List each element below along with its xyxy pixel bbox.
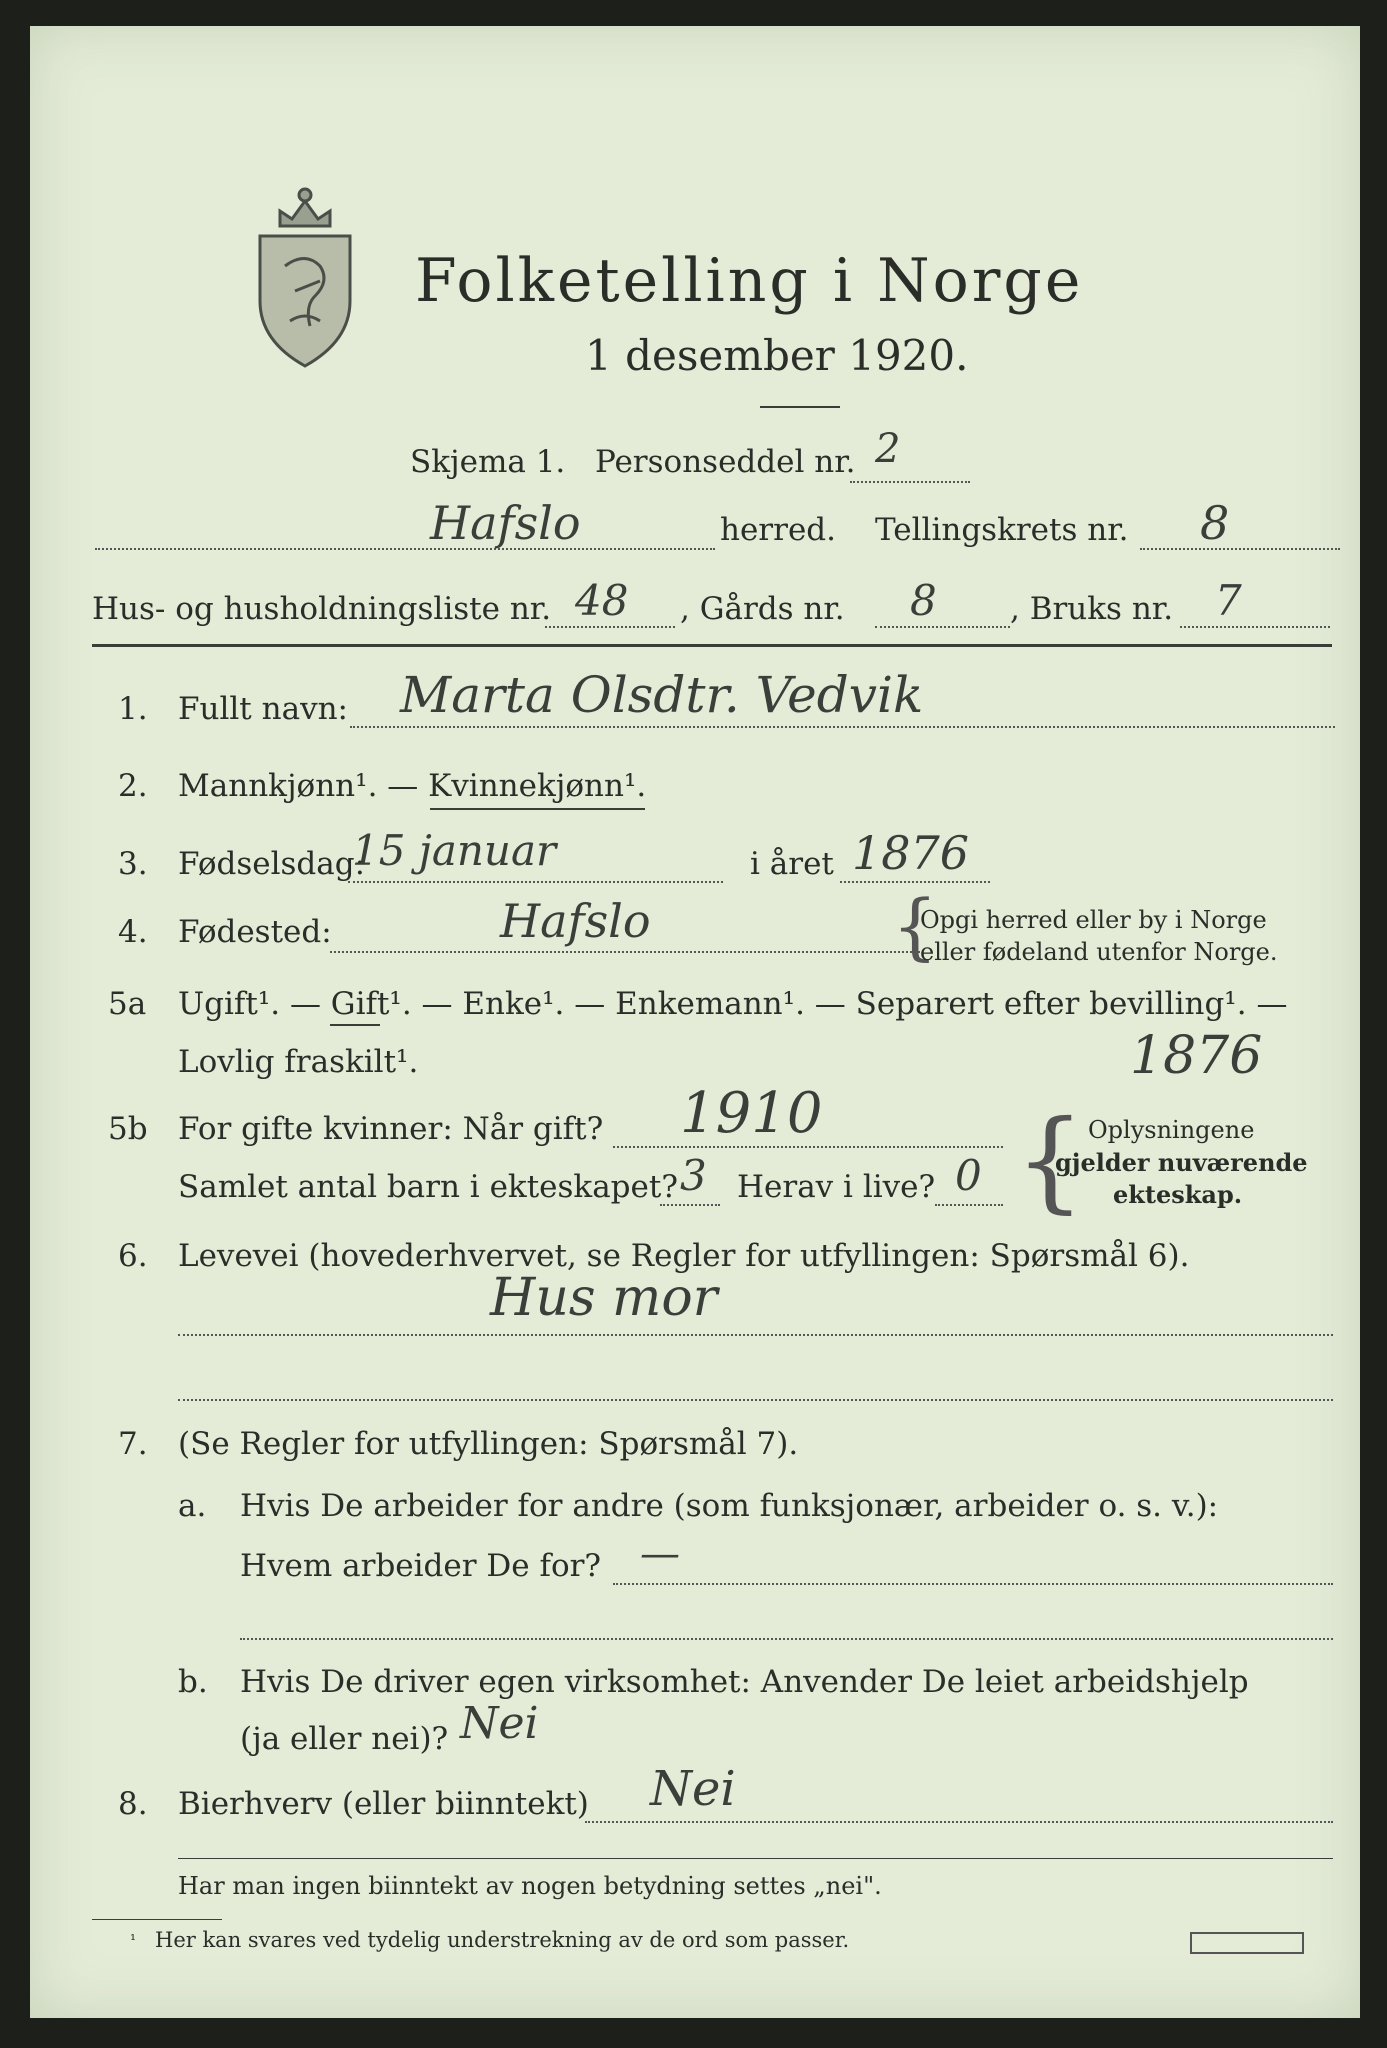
q5b-label2: Samlet antal barn i ekteskapet?: [178, 1169, 678, 1205]
bruks-line: [1180, 626, 1330, 628]
q7-number: 7.: [118, 1426, 148, 1462]
q4-note-line2: eller fødeland utenfor Norge.: [920, 938, 1278, 966]
q5b-note-line1: Oplysningene: [1088, 1116, 1255, 1144]
q3-number: 3.: [118, 846, 148, 882]
q6-line1: [178, 1334, 1333, 1336]
q6-number: 6.: [118, 1238, 148, 1274]
q7b-line1: Hvis De driver egen virksomhet: Anvender De leiet arbeidshjelp: [240, 1664, 1249, 1700]
q7a-answer-line: [613, 1583, 1333, 1585]
q5b-label1: For gifte kvinner: Når gift?: [178, 1111, 604, 1147]
q3-day-line: [348, 881, 723, 883]
q5b-number: 5b: [108, 1111, 148, 1147]
q4-line: [330, 951, 920, 953]
herred-line: [95, 548, 715, 550]
q4-note-line1: Opgi herred eller by i Norge: [920, 906, 1267, 934]
q3-label: Fødselsdag:: [178, 846, 366, 882]
q4-brace: {: [892, 884, 938, 968]
q5b-note-line2: gjelder nuværende: [1055, 1148, 1308, 1177]
gards-line: [875, 626, 1010, 628]
q6-line2: [178, 1399, 1333, 1401]
husliste-line: [545, 626, 675, 628]
bruks-label: , Bruks nr.: [1010, 591, 1174, 627]
personseddel-label: Personseddel nr.: [595, 444, 856, 480]
personseddel-line: [850, 481, 970, 483]
skjema-label: Skjema 1.: [410, 444, 566, 480]
q7b-line2: (ja eller nei)?: [240, 1721, 449, 1757]
footer-rule: [178, 1858, 1333, 1859]
tellingskrets-label: Tellingskrets nr.: [875, 512, 1129, 548]
husliste-label: Hus- og husholdningsliste nr.: [92, 591, 552, 627]
q5a-margin-note: 1876: [1130, 1026, 1263, 1086]
q4-number: 4.: [118, 914, 148, 950]
q5a-line2: Lovlig fraskilt¹.: [178, 1044, 419, 1080]
q7b-value: Nei: [460, 1698, 539, 1749]
footnote-text: Her kan svares ved tydelig understrekning av de ord som passer.: [155, 1928, 850, 1952]
q5b-alive-value: 0: [955, 1151, 982, 1200]
gards-label: , Gårds nr.: [680, 591, 845, 627]
q4-value: Hafslo: [500, 894, 651, 948]
q7b-number: b.: [178, 1664, 208, 1700]
q5b-children-value: 3: [680, 1151, 707, 1200]
printer-stamp: [1190, 1932, 1304, 1954]
q3-year-label: i året: [750, 846, 834, 882]
q8-label: Bierhverv (eller biinntekt): [178, 1786, 589, 1822]
q1-value: Marta Olsdtr. Vedvik: [400, 666, 924, 724]
q5b-married-line: [613, 1146, 1003, 1148]
q7a-line2: Hvem arbeider De for?: [240, 1548, 602, 1584]
title-divider: [760, 406, 840, 408]
q7a-line1: Hvis De arbeider for andre (som funksjonær, arbeider o. s. v.):: [240, 1488, 1219, 1524]
q3-year-value: 1876: [852, 826, 970, 880]
q5b-brace: {: [1015, 1096, 1085, 1224]
form-date: 1 desember 1920.: [585, 331, 969, 380]
tellingskrets-value: 8: [1200, 496, 1230, 550]
q2-number: 2.: [118, 768, 148, 804]
q7-label: (Se Regler for utfyllingen: Spørsmål 7).: [178, 1426, 799, 1462]
footer-note: Har man ingen biinntekt av nogen betydning settes „nei".: [178, 1872, 882, 1900]
q5a-gift-underline: [330, 1024, 380, 1026]
q1-number: 1.: [118, 691, 148, 727]
q1-label: Fullt navn:: [178, 691, 348, 727]
q3-year-line: [840, 881, 990, 883]
q5b-label3: Herav i live?: [737, 1169, 936, 1205]
husliste-value: 48: [575, 576, 629, 625]
q8-value: Nei: [650, 1761, 736, 1817]
q8-line: [585, 1821, 1333, 1823]
header-rule: [92, 644, 1332, 647]
herred-value: Hafslo: [430, 496, 581, 550]
footnote-rule: [92, 1919, 222, 1920]
q3-day-value: 15 januar: [352, 826, 557, 875]
q5b-note-line3: ekteskap.: [1113, 1180, 1243, 1209]
q7a-extra-line: [240, 1638, 1333, 1640]
q6-label: Levevei (hovederhvervet, se Regler for utfyllingen: Spørsmål 6).: [178, 1238, 1190, 1274]
tellingskrets-line: [1140, 548, 1340, 550]
q5b-alive-line: [935, 1204, 1003, 1206]
q7a-number: a.: [178, 1488, 207, 1524]
bruks-value: 7: [1215, 576, 1242, 625]
personseddel-value: 2: [875, 426, 901, 472]
herred-label: herred.: [720, 512, 836, 548]
q5b-married-value: 1910: [680, 1081, 823, 1146]
footnote-number: ¹: [130, 1931, 137, 1949]
q2-underline: [430, 808, 645, 810]
q8-number: 8.: [118, 1786, 148, 1822]
q4-label: Fødested:: [178, 914, 332, 950]
census-form: [30, 26, 1360, 2018]
form-title: Folketelling i Norge: [415, 246, 1084, 316]
q5b-children-line: [660, 1204, 720, 1206]
q7a-value: —: [640, 1531, 680, 1577]
gards-value: 8: [910, 576, 937, 625]
q1-line: [350, 726, 1335, 728]
q5a-number: 5a: [108, 986, 147, 1022]
q2-label: Mannkjønn¹. — Kvinnekjønn¹.: [178, 768, 647, 804]
q6-value: Hus mor: [490, 1268, 718, 1328]
q5a-line1: Ugift¹. — Gift¹. — Enke¹. — Enkemann¹. — Separert efter bevilling¹. —: [178, 986, 1288, 1022]
coat-of-arms-icon: [250, 171, 360, 371]
